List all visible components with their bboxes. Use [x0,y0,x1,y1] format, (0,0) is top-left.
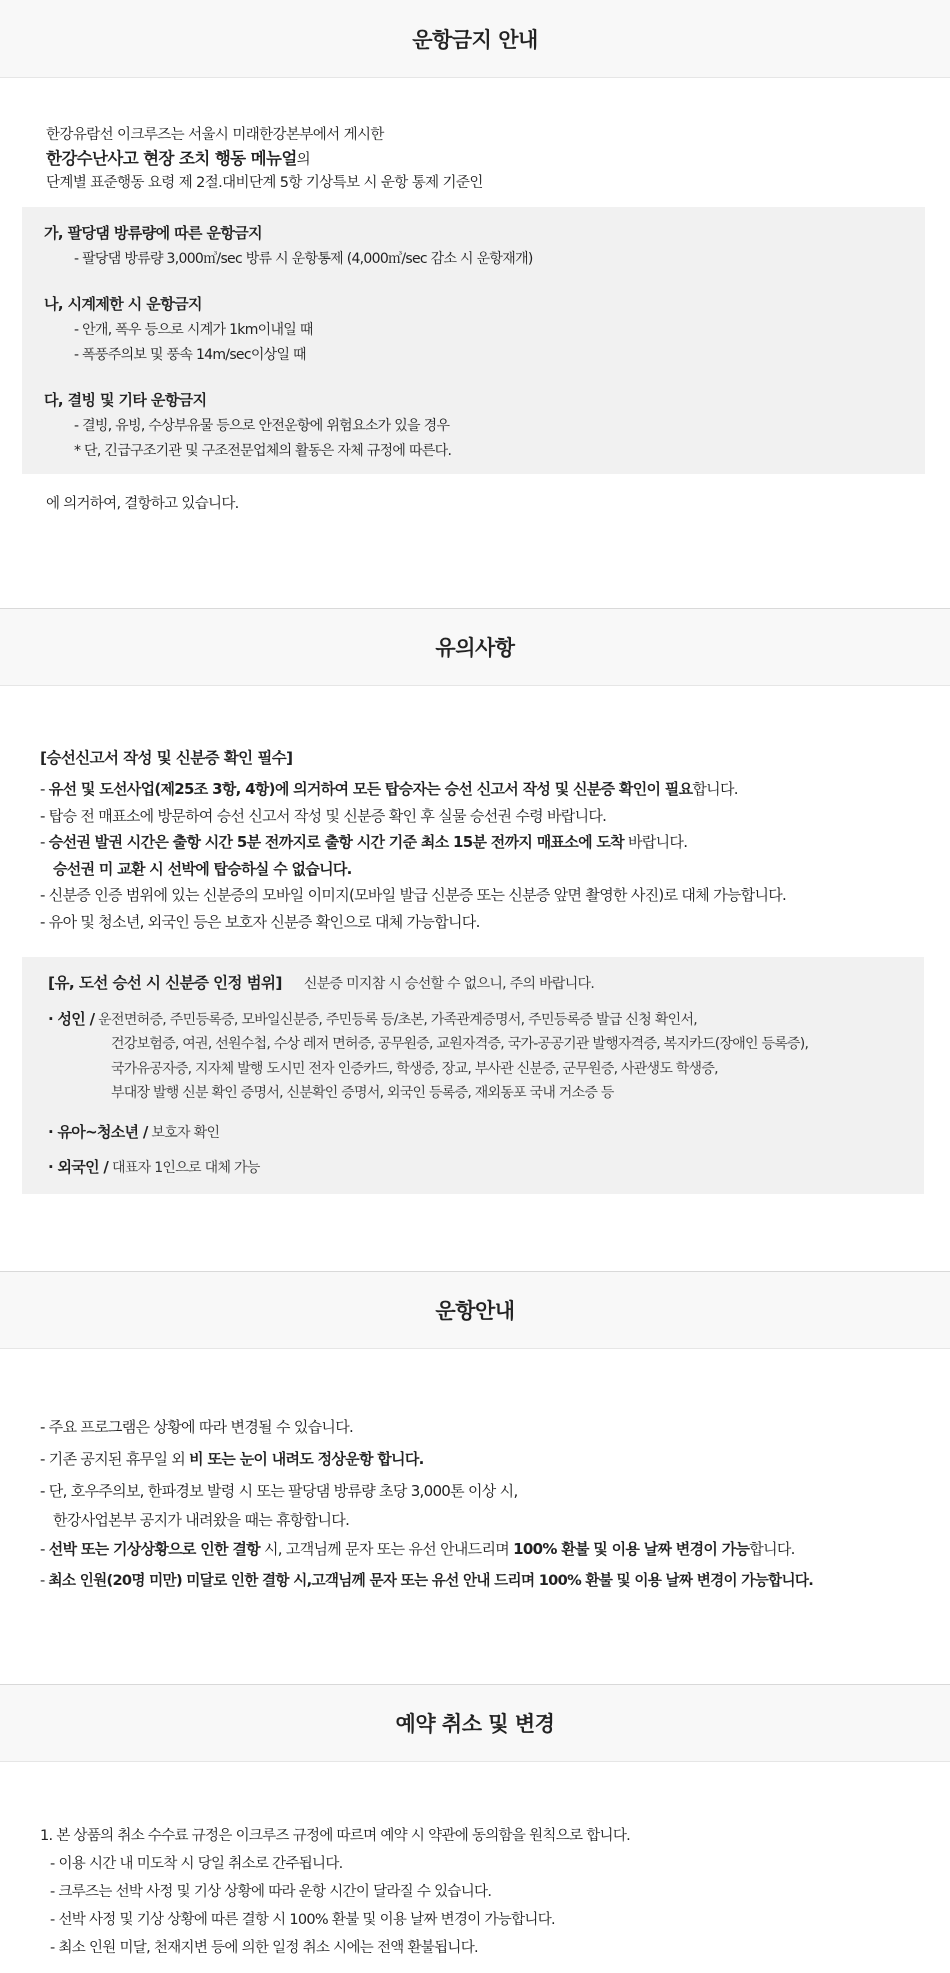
restriction-item: - 팔당댐 방류량 3,000㎥/sec 방류 시 운항통제 (4,000㎥/sec 감소 시 운항재개) [74,251,533,267]
line-text: - 주요 프로그램은 상황에 따라 변경될 수 있습니다. [40,1418,354,1436]
line-bold: 승선권 발권 시간은 출항 시간 5분 전까지로 출항 시간 기준 최소 15분 전까지 매표소에 도착 [48,833,624,851]
restriction-heading: 가, 팔당댐 방류량에 따른 운항금지 [44,224,263,242]
line-text: - 탑승 전 매표소에 방문하여 승선 신고서 작성 및 신분증 확인 후 실물 승선권 수령 바랍니다. [40,806,607,825]
restriction-group [44,388,925,464]
cancel-section [0,1762,950,1973]
id-range-title: [유, 도선 승선 시 신분증 인정 범위] [48,974,282,992]
line-text: 시, 고객님께 문자 또는 유선 안내드리며 [259,1540,514,1558]
notice-lines [0,768,950,935]
id-category-adult [48,1007,924,1032]
restriction-item: - 폭풍주의보 및 풍속 14m/sec이상일 때 [74,347,306,363]
line-text: 한강사업본부 공지가 내려왔을 때는 휴항합니다. [53,1511,350,1529]
line-text: - 기존 공지된 휴무일 외 [40,1450,190,1468]
notice-line [40,829,950,856]
line-text: - [40,833,49,851]
section-title: 예약 취소 및 변경 [395,1712,555,1736]
operation-line [40,1565,950,1597]
intro-line-bold-row [46,147,950,172]
line-text: 고객님께 문자 또는 유선 안내 드리며 [311,1572,539,1589]
restriction-box [22,207,925,474]
id-range-header [48,971,924,993]
operation-section [0,1349,950,1684]
section-header-cancel [0,1684,950,1762]
category-value: 보호자 확인 [151,1124,220,1141]
cancel-line: - 크루즈는 선박 사정 및 기상 상황에 따라 운항 시간이 달라질 수 있습니다. [50,1884,492,1900]
flight-ban-section [0,78,950,608]
operation-line [40,1411,950,1443]
restriction-item: - 결빙, 유빙, 수상부유물 등으로 안전운항에 위험요소가 있을 경우 [74,418,450,434]
operation-line [40,1443,950,1475]
category-key: · 성인 / [48,1010,95,1028]
cancel-line: 1. 본 상품의 취소 수수료 규정은 이크루즈 규정에 따르며 예약 시 약관에 동의함을 원칙으로 합니다. [40,1828,631,1844]
category-value-cont: 건강보험증, 여권, 선원수첩, 수상 레저 면허증, 공무원증, 교원자격증, 국가-공공기관 발행자격증, 복지카드(장애인 등록증), [111,1036,809,1052]
restriction-heading: 다, 결빙 및 기타 운항금지 [44,391,207,409]
cancel-lines [0,1762,950,1962]
notice-line [40,882,950,909]
id-range-box [22,957,924,1194]
restriction-item: * 단, 긴급구조기관 및 구조전문업체의 활동은 자체 규정에 따른다. [74,443,452,459]
intro-text [0,78,950,195]
restriction-group [44,292,925,368]
line-text: 합니다. [749,1540,795,1558]
section-header-flight-ban [0,0,950,78]
category-value-cont: 국가유공자증, 지자체 발행 도시민 전자 인증카드, 학생증, 장교, 부사관 신분증, 군무원증, 사관생도 학생증, [111,1060,718,1077]
line-bold: 최소 인원(20명 미만) 미달로 인한 결항 시, [48,1572,312,1589]
id-category-youth [48,1120,924,1145]
line-text: 합니다. [692,780,738,798]
restriction-item: - 안개, 폭우 등으로 시계가 1km이내일 때 [74,322,313,338]
operation-line [40,1507,950,1533]
line-bold: 비 또는 눈이 내려도 정상운항 합니다. [189,1450,424,1468]
category-key: · 유아~청소년 / [48,1122,148,1141]
line-bold: 100% 환불 및 이용 날짜 변경이 가능 [513,1540,750,1558]
id-category-foreigner [48,1155,924,1180]
line-text: - [40,1540,49,1558]
notice-line [40,909,950,936]
cancel-line: - 선박 사정 및 기상 상황에 따른 결항 시 100% 환불 및 이용 날짜 변경이 가능합니다. [50,1912,555,1928]
category-value: 대표자 1인으로 대체 가능 [111,1159,260,1176]
line-bold: 승선권 미 교환 시 선박에 탑승하실 수 없습니다. [53,859,352,878]
intro-line: 단계별 표준행동 요령 제 2절.대비단계 5항 기상특보 시 운항 통제 기준인 [46,175,483,191]
line-bold: 선박 또는 기상상황으로 인한 결항 [48,1540,260,1558]
category-value: 운전면허증, 주민등록증, 모바일신분증, 주민등록 등/초본, 가족관계증명서, 주민등록증 발급 신청 확인서, [98,1012,698,1028]
intro-suffix: 의 [296,152,311,168]
section-title: 운항금지 안내 [412,27,538,52]
line-text: - [40,780,49,798]
section-header-operation [0,1271,950,1349]
notice-heading: [승선신고서 작성 및 신분증 확인 필수] [40,749,293,767]
line-text: - 신분증 인증 범위에 있는 신분증의 모바일 이미지(모바일 발급 신분증 또는 신분증 앞면 촬영한 사진)로 대체 가능합니다. [40,886,787,904]
line-text: - 단, 호우주의보, 한파경보 발령 시 또는 팔당댐 방류량 초당 3,000톤 이상 시, [40,1482,518,1500]
id-range-subtitle: 신분증 미지참 시 승선할 수 없으니, 주의 바랍니다. [303,976,595,992]
category-key: · 외국인 / [48,1157,109,1176]
section-title: 유의사항 [435,636,515,660]
notice-line [40,803,950,830]
line-bold: 유선 및 도선사업(제25조 3항, 4항)에 의거하여 모든 탑승자는 승선 신고서 작성 및 신분증 확인이 필요 [48,780,693,798]
line-text: - [40,1572,49,1589]
notice-line [40,856,950,883]
line-text: - 유아 및 청소년, 외국인 등은 보호자 신분증 확인으로 대체 가능합니다. [40,912,480,931]
intro-line: 한강유람선 이크루즈는 서울시 미래한강본부에서 게시한 [46,127,384,143]
operation-line [40,1475,950,1507]
cancel-line: - 이용 시간 내 미도착 시 당일 취소로 간주됩니다. [50,1856,343,1872]
section-header-notice [0,608,950,686]
notice-line [40,776,950,803]
notice-section [0,686,950,1271]
manual-name: 한강수난사고 현장 조치 행동 메뉴얼 [46,149,297,168]
line-text: 바랍니다. [623,833,688,851]
operation-line [40,1533,950,1565]
cancel-line: - 최소 인원 미달, 천재지변 등에 의한 일정 취소 시에는 전액 환불됩니다. [50,1940,478,1956]
operation-lines [0,1349,950,1597]
restriction-group [44,221,925,272]
outro-text: 에 의거하여, 결항하고 있습니다. [46,496,239,512]
section-title: 운항안내 [435,1299,515,1323]
line-bold: 100% 환불 및 이용 날짜 변경이 가능합니다. [538,1572,814,1589]
restriction-heading: 나, 시계제한 시 운항금지 [44,295,202,313]
category-value-cont: 부대장 발행 신분 확인 증명서, 신분확인 증명서, 외국인 등록증, 재외동포 국내 거소증 등 [111,1085,614,1101]
